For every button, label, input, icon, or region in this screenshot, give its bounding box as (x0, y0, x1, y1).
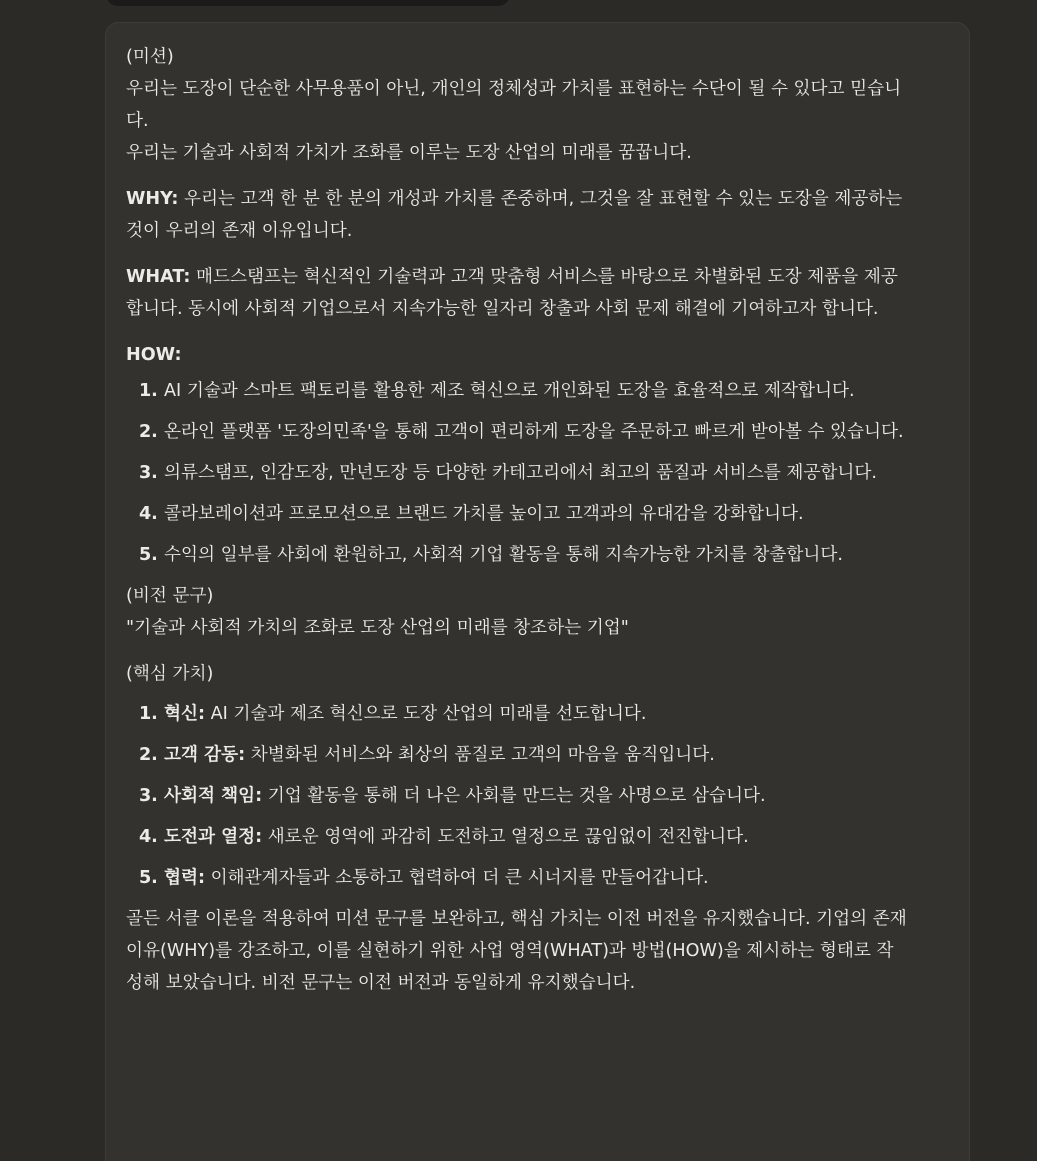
value-text: 이해관계자들과 소통하고 협력하여 더 큰 시너지를 만들어갑니다. (205, 868, 709, 888)
value-label: 고객 감동: (164, 745, 246, 765)
how-item: 3. 의류스탬프, 인감도장, 만년도장 등 다양한 카테고리에서 최고의 품질과 서비스를 제공합니다. (164, 457, 907, 489)
value-item (164, 862, 907, 894)
how-item: 2. 온라인 플랫폼 '도장의민족'을 통해 고객이 편리하게 도장을 주문하고 빠르게 받아볼 수 있습니다. (164, 416, 907, 448)
value-label: 도전과 열정: (164, 827, 263, 847)
why-label: WHY: (126, 189, 179, 209)
why-text: 우리는 고객 한 분 한 분의 개성과 가치를 존중하며, 그것을 잘 표현할 수 있는 도장을 제공하는 것이 우리의 존재 이유입니다. (126, 189, 903, 241)
value-item (164, 739, 907, 771)
previous-message-block (106, 0, 510, 6)
how-item: 5. 수익의 일부를 사회에 환원하고, 사회적 기업 활동을 통해 지속가능한 가치를 창출합니다. (164, 539, 907, 571)
closing-paragraph: 골든 서클 이론을 적용하여 미션 문구를 보완하고, 핵심 가치는 이전 버전을 유지했습니다. 기업의 존재 이유(WHY)를 강조하고, 이를 실현하기 위한 사업 영역(WHAT)과 방법(HOW)을 제시하는 형태로 작성해 보았습니다. 비전 문구는 이전 버전과 동일하게 유지했습니다. (126, 909, 907, 993)
value-text: 기업 활동을 통해 더 나은 사회를 만드는 것을 사명으로 삼습니다. (262, 786, 766, 806)
values-list (126, 698, 907, 894)
value-item (164, 698, 907, 730)
value-text: 차별화된 서비스와 최상의 품질로 고객의 마음을 움직입니다. (245, 745, 715, 765)
mission-heading: (미션) (126, 47, 174, 67)
what-text: 매드스탬프는 혁신적인 기술력과 고객 맞춤형 서비스를 바탕으로 차별화된 도장 제품을 제공합니다. 동시에 사회적 기업으로서 지속가능한 일자리 창출과 사회 문제 해결에 기여하고자 합니다. (126, 267, 898, 319)
mission-line-2: 우리는 기술과 사회적 가치가 조화를 이루는 도장 산업의 미래를 꿈꿉니다. (126, 143, 692, 163)
what-label: WHAT: (126, 267, 191, 287)
vision-heading: (비전 문구) (126, 586, 214, 606)
assistant-message (105, 22, 970, 1161)
how-heading: HOW: (126, 345, 182, 365)
value-text: 새로운 영역에 과감히 도전하고 열정으로 끊임없이 전진합니다. (262, 827, 749, 847)
value-item (164, 821, 907, 853)
value-text: AI 기술과 제조 혁신으로 도장 산업의 미래를 선도합니다. (205, 704, 647, 724)
value-item (164, 780, 907, 812)
mission-line-1: 우리는 도장이 단순한 사무용품이 아닌, 개인의 정체성과 가치를 표현하는 수단이 될 수 있다고 믿습니다. (126, 79, 902, 131)
value-label: 혁신: (164, 704, 206, 724)
values-heading: (핵심 가치) (126, 664, 214, 684)
how-item: 4. 콜라보레이션과 프로모션으로 브랜드 가치를 높이고 고객과의 유대감을 강화합니다. (164, 498, 907, 530)
why-paragraph (126, 183, 907, 247)
how-item: 1. AI 기술과 스마트 팩토리를 활용한 제조 혁신으로 개인화된 도장을 효율적으로 제작합니다. (164, 375, 907, 407)
vision-quote: "기술과 사회적 가치의 조화로 도장 산업의 미래를 창조하는 기업" (126, 618, 629, 638)
what-paragraph (126, 261, 907, 325)
value-label: 협력: (164, 868, 206, 888)
how-list (126, 375, 907, 571)
value-label: 사회적 책임: (164, 786, 263, 806)
